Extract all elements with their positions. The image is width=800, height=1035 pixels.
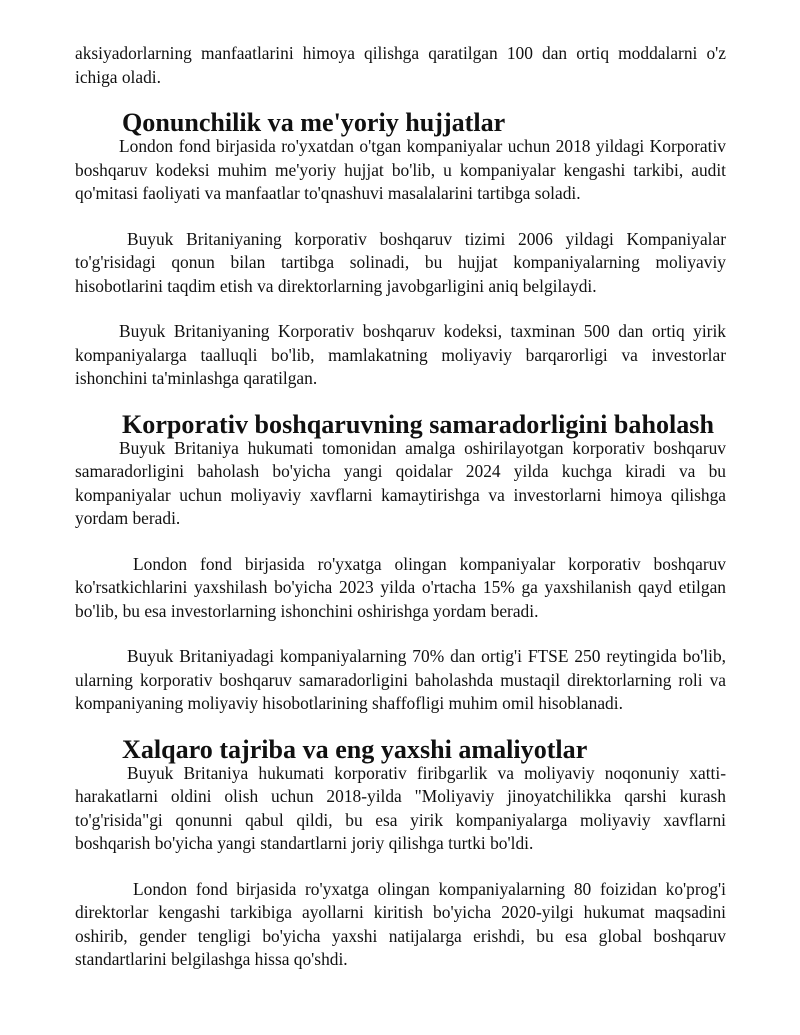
- spacer: [75, 206, 726, 228]
- document-page: [75, 42, 726, 972]
- spacer: [75, 856, 726, 878]
- paragraph: Buyuk Britaniya hukumati tomonidan amalga oshirilayotgan korporativ boshqaruv samaradorligini baholash bo'yicha yangi qoidalar 2024 yilda kuchga kiradi va bu kompaniyalar uchun moliyaviy xavflarni kamaytirishga va investorlarni himoya qilishga yordam beradi.: [75, 437, 726, 528]
- paragraph: Buyuk Britaniya hukumati korporativ firibgarlik va moliyaviy noqonuniy xatti-harakatlarni oldini olish uchun 2018-yilda "Moliyaviy jinoyatchilikka qarshi kurash to'g'risida"gi qonunni qabul qildi, bu esa yirik kompaniyalarga moliyaviy xavflarni boshqarish bo'yicha yangi standartlarni joriy qilishga turtki bo'ldi.: [75, 762, 726, 853]
- spacer: [75, 298, 726, 320]
- paragraph: Buyuk Britaniyadagi kompaniyalarning 70% dan ortig'i FTSE 250 reytingida bo'lib, ularning korporativ boshqaruv samaradorligini baholashda mustaqil direktorlarning roli va kompaniyaning moliyaviy hisobotlarining shaffofligi muhim omil hisoblanadi.: [75, 646, 726, 713]
- paragraph: London fond birjasida ro'yxatga olingan kompaniyalarning 80 foizidan ko'prog'i direktorlar kengashi tarkibiga ayollarni kiritish bo'yicha 2020-yilgi hukumat maqsadini oshirib, gender tengligi bo'yicha yaxshi natijalarga erishdi, bu esa global boshqaruv standartlarini belgilashga hissa qo'shdi.: [75, 878, 726, 969]
- spacer: [75, 623, 726, 645]
- paragraph: London fond birjasida ro'yxatga olingan kompaniyalar korporativ boshqaruv ko'rsatkichlarini yaxshilash bo'yicha 2023 yilda o'rtacha 15% ga yaxshilanish qayd etilgan bo'lib, bu esa investorlarning ishonchini oshirishga yordam beradi.: [75, 553, 726, 621]
- paragraph: Buyuk Britaniyaning korporativ boshqaruv tizimi 2006 yildagi Kompaniyalar to'g'risidagi qonun bilan tartibga solinadi, bu hujjat kompaniyalarning moliyaviy hisobotlarini taqdim etish va direktorlarning javobgarligini aniq belgilaydi.: [75, 228, 726, 296]
- section-heading-legislation: Qonunchilik va me'yoriy hujjatlar: [122, 108, 506, 137]
- paragraph: London fond birjasida ro'yxatdan o'tgan kompaniyalar uchun 2018 yildagi Korporativ boshqaruv kodeksi muhim me'yoriy hujjat bo'lib, u kompaniyalar kengashi tarkibi, audit qo'mitasi faoliyati va manfaatlar to'qnashuvi masalalarini tartibga soladi.: [75, 136, 726, 203]
- spacer: [75, 531, 726, 553]
- section-heading-international: Xalqaro tajriba va eng yaxshi amaliyotlar: [122, 734, 588, 764]
- section-heading-effectiveness: Korporativ boshqaruvning samaradorligini baholash: [122, 409, 714, 439]
- intro-paragraph: aksiyadorlarning manfaatlarini himoya qilishga qaratilgan 100 dan ortiq moddalarni o'z ichiga oladi.: [75, 43, 726, 87]
- paragraph: Buyuk Britaniyaning Korporativ boshqaruv kodeksi, taxminan 500 dan ortiq yirik kompaniyalarga taalluqli bo'lib, mamlakatning moliyaviy barqarorligi va investorlar ishonchini ta'minlashga qaratilgan.: [75, 321, 726, 388]
